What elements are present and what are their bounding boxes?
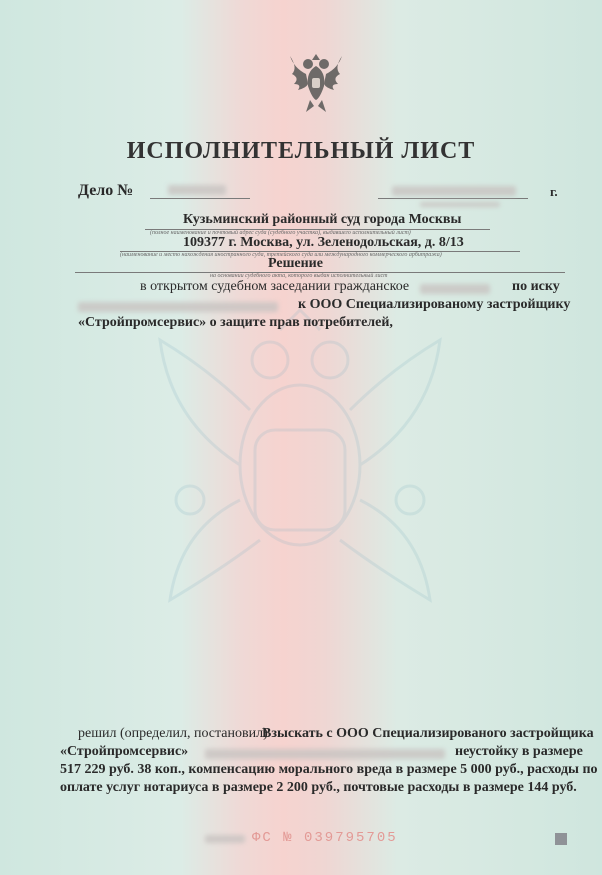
redacted-series-label (205, 835, 245, 843)
para1-line2: к ООО Специализированому застройщику (298, 297, 571, 312)
redacted-case-ref (420, 284, 490, 294)
background-coat-of-arms-icon (150, 300, 450, 630)
resolved-line2-right: неустойку в размере (455, 744, 583, 759)
address-caption: (наименование и место нахождения иностранного суда, третейского суда или международного коммерческого арбитража) (120, 252, 442, 258)
corner-marker (555, 833, 567, 845)
resolved-line4: оплате услуг нотариуса в размере 2 200 руб., почтовые расходы в размере 144 руб. (60, 780, 577, 795)
para1-line3: «Стройпромсервис» о защите прав потребителей, (78, 315, 393, 330)
redacted-case-number (168, 185, 226, 195)
serial-number: ФС № 039795705 (252, 830, 398, 846)
decision-caption: на основании судебного акта, которого выдан исполнительный лист (210, 273, 388, 279)
redacted-recipient-name (205, 749, 445, 759)
case-number-row (78, 182, 133, 200)
russian-coat-of-arms-icon (288, 52, 344, 114)
case-label: Дело № (78, 182, 134, 199)
redacted-date (392, 186, 516, 196)
para1-line1-right: по иску (512, 279, 560, 294)
court-caption: (полное наименование и почтовый адрес суда (судебного участка), выдавшего исполнительный лист) (150, 230, 411, 236)
redacted-plaintiff-name (78, 302, 278, 312)
resolved-line2-left: «Стройпромсервис» (60, 744, 189, 759)
resolved-line3: 517 229 руб. 38 коп., компенсацию морального вреда в размере 5 000 руб., расходы по (60, 762, 598, 777)
redacted-small-caption (420, 202, 500, 207)
court-address: 109377 г. Москва, ул. Зеленодольская, д. 8/13 (183, 235, 464, 250)
document-title: ИСПОЛНИТЕЛЬНЫЙ ЛИСТ (126, 138, 476, 164)
para1-line1-left: в открытом судебном заседании гражданское (140, 279, 410, 294)
court-name: Кузьминский районный суд города Москвы (183, 212, 462, 227)
resolved-prefix: решил (определил, постановил) (78, 726, 268, 741)
decision-word: Решение (268, 256, 323, 271)
resolved-line1: Взыскать с ООО Специализированого застройщика (262, 726, 594, 741)
year-suffix: г. (550, 184, 558, 199)
